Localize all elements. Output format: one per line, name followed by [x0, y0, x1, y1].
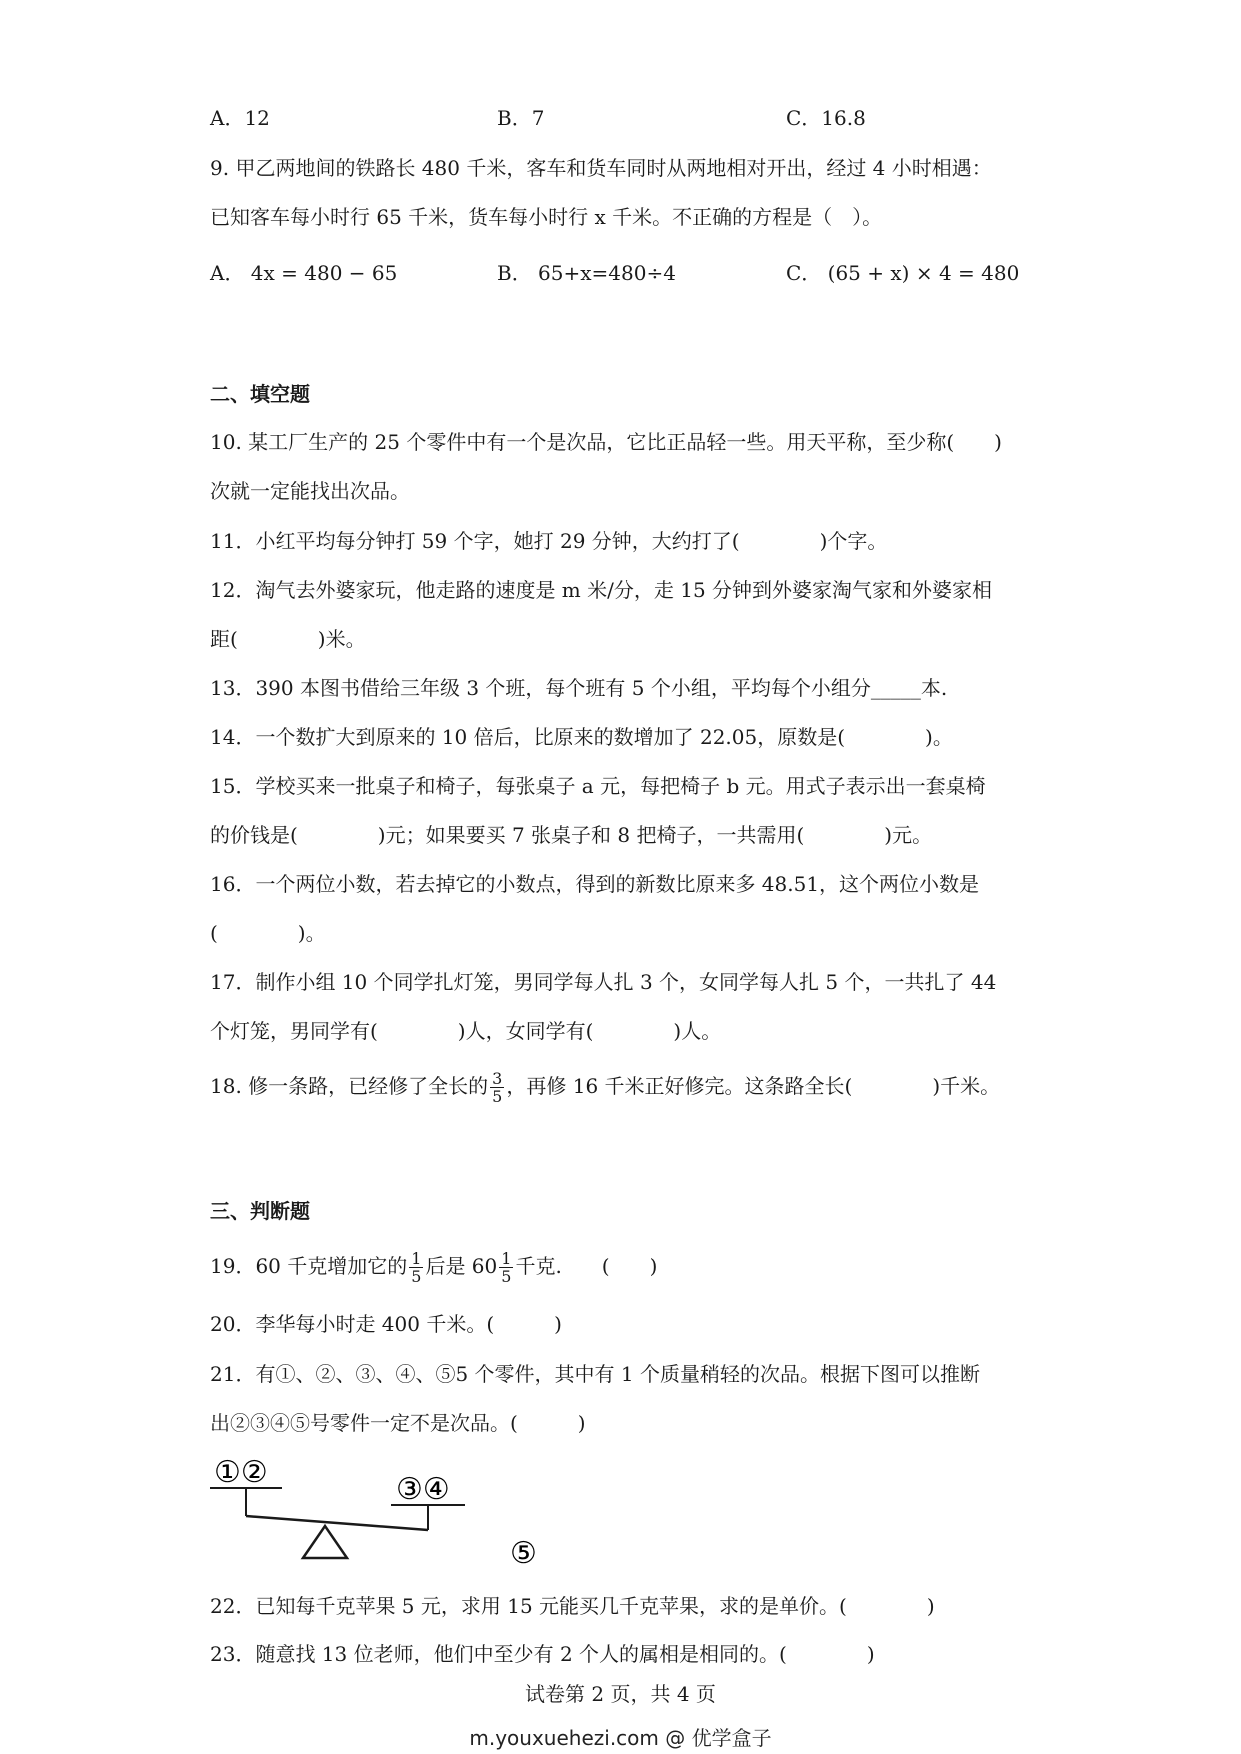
q23-positioned — [210, 1640, 875, 1668]
q17-line-2: 个灯笼，男同学有( )人，女同学有( )人。 — [210, 1019, 722, 1043]
balance-scale-figure — [210, 1448, 550, 1573]
q19-text-pre: 19．60 千克增加它的 — [210, 1254, 408, 1278]
q9-line-2: 已知客车每小时行 65 千米，货车每小时行 x 千米。不正确的方程是（ ）。 — [210, 205, 883, 229]
q19-fraction-1 — [409, 1250, 423, 1285]
scale-separate-part-label: ⑤ — [510, 1536, 537, 1571]
scale-right-pan-label: ③④ — [396, 1472, 450, 1507]
q18-text-post: ，再修 16 千米正好修完。这条路全长( )千米。 — [506, 1074, 1001, 1098]
q12-line-2: 距( )米。 — [210, 627, 366, 651]
q8-option-a: A．12 — [210, 106, 270, 130]
q19-fraction-2-numerator: 1 — [501, 1249, 512, 1268]
q19-fraction-2-denominator: 5 — [501, 1267, 512, 1286]
q19-fraction-2 — [499, 1250, 513, 1285]
q9-line-1: 9. 甲乙两地间的铁路长 480 千米，客车和货车同时从两地相对开出，经过 4 小时相遇： — [210, 156, 992, 180]
q11: 11．小红平均每分钟打 59 个字，她打 29 分钟，大约打了( )个字。 — [210, 529, 888, 553]
q23: 23．随意找 13 位老师，他们中至少有 2 个人的属相是相同的。( ) — [210, 1642, 875, 1666]
scale-beam — [246, 1516, 428, 1530]
q14: 14．一个数扩大到原来的 10 倍后，比原来的数增加了 22.05，原数是( )。 — [210, 725, 953, 749]
q19 — [210, 1250, 657, 1285]
q9-option-b: B． 65+x=480÷4 — [497, 261, 676, 285]
q9-option-a: A． 4x = 480 − 65 — [210, 261, 398, 285]
q8-option-c: C．16.8 — [786, 106, 866, 130]
section-heading-fill-blank: 二、填空题 — [210, 382, 310, 406]
section-heading-true-false: 三、判断题 — [210, 1199, 310, 1223]
q19-text-mid: 后是 60 — [425, 1254, 498, 1278]
q15-line-1: 15．学校买来一批桌子和椅子，每张桌子 a 元，每把椅子 b 元。用式子表示出一套桌椅 — [210, 774, 986, 798]
q19-fraction-1-denominator: 5 — [411, 1267, 422, 1286]
page-footer: 试卷第 2 页，共 4 页 — [525, 1682, 716, 1706]
q9-option-c: C． (65 + x) × 4 = 480 — [786, 261, 1020, 285]
q12-line-1: 12．淘气去外婆家玩，他走路的速度是 m 米/分，走 15 分钟到外婆家淘气家和外婆家相 — [210, 578, 993, 602]
q15-line-2: 的价钱是( )元；如果要买 7 张桌子和 8 把椅子，一共需用( )元。 — [210, 823, 933, 847]
q18 — [210, 1070, 1000, 1105]
q18-fraction — [490, 1070, 504, 1105]
watermark: m.youxuehezi.com @ 优学盒子 — [469, 1726, 772, 1750]
q16-line-1: 16．一个两位小数，若去掉它的小数点，得到的新数比原来多 48.51，这个两位小数是 — [210, 872, 980, 896]
q19-fraction-1-numerator: 1 — [411, 1249, 422, 1268]
q21-line-2: 出②③④⑤号零件一定不是次品。( ) — [210, 1411, 586, 1435]
q18-text-pre: 18. 修一条路，已经修了全长的 — [210, 1074, 489, 1098]
q13: 13．390 本图书借给三年级 3 个班，每个班有 5 个小组，平均每个小组分_____本. — [210, 676, 948, 700]
q10-line-2: 次就一定能找出次品。 — [210, 479, 410, 503]
q18-fraction-denominator: 5 — [492, 1087, 503, 1106]
q10-line-1: 10. 某工厂生产的 25 个零件中有一个是次品，它比正品轻一些。用天平称，至少称( ) — [210, 430, 1002, 454]
q8-option-b: B．7 — [497, 106, 545, 130]
q21-line-1: 21．有①、②、③、④、⑤5 个零件，其中有 1 个质量稍轻的次品。根据下图可以推断 — [210, 1362, 980, 1386]
scale-fulcrum — [303, 1526, 347, 1558]
q17-line-1: 17．制作小组 10 个同学扎灯笼，男同学每人扎 3 个，女同学每人扎 5 个，一共扎了 44 — [210, 970, 997, 994]
q18-fraction-numerator: 3 — [492, 1069, 503, 1088]
q16-line-2: ( )。 — [210, 921, 326, 945]
scale-left-pan-label: ①② — [214, 1455, 268, 1490]
q22: 22．已知每千克苹果 5 元，求用 15 元能买几千克苹果，求的是单价。( ) — [210, 1594, 935, 1618]
q20: 20．李华每小时走 400 千米。( ) — [210, 1312, 562, 1336]
q19-text-post: 千克. ( ) — [515, 1254, 658, 1278]
